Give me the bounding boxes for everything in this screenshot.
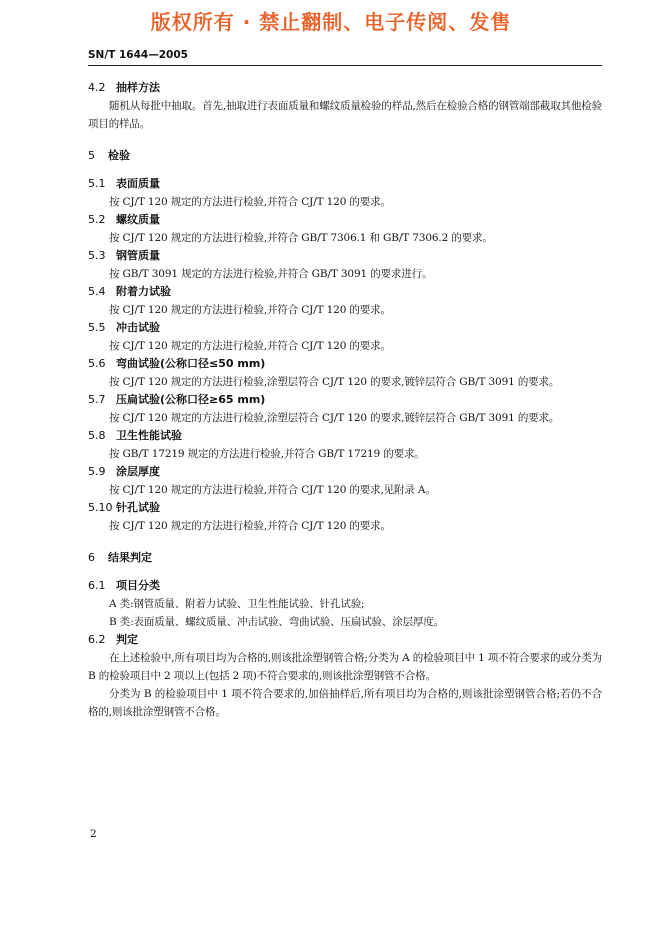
page-number: 2 (90, 828, 97, 840)
heading-number: 5.3 (88, 249, 106, 262)
heading-number: 5.10 (88, 501, 113, 514)
heading-5-10 (88, 499, 602, 517)
heading-5-3 (88, 247, 602, 265)
heading-5-6 (88, 355, 602, 373)
heading-title: 螺纹质量 (116, 213, 160, 226)
heading-5-8 (88, 427, 602, 445)
heading-6-2 (88, 631, 602, 649)
heading-5-2 (88, 211, 602, 229)
paragraph-6-2-2: 分类为 B 的检验项目中 1 项不符合要求的,加倍抽样后,所有项目均为合格的,则该批涂塑钢管合格;若仍不合格的,则该批涂塑钢管不合格。 (88, 688, 602, 718)
heading-title: 表面质量 (116, 177, 160, 190)
heading-5 (88, 147, 602, 165)
heading-title: 弯曲试验(公称口径≤50 mm) (116, 357, 266, 370)
paragraph-5-7: 按 CJ/T 120 规定的方法进行检验,涂塑层符合 CJ/T 120 的要求,镀锌层符合 GB/T 3091 的要求。 (109, 412, 560, 424)
paragraph-4-2: 随机从每批中抽取。首先,抽取进行表面质量和螺纹质量检验的样品,然后在检验合格的钢管端部截取其他检验项目的样品。 (88, 100, 602, 130)
heading-5-5 (88, 319, 602, 337)
heading-number: 5.5 (88, 321, 106, 334)
heading-title: 钢管质量 (116, 249, 160, 262)
heading-number: 5.7 (88, 393, 106, 406)
paragraph-5-3: 按 GB/T 3091 规定的方法进行检验,并符合 GB/T 3091 的要求进行。 (109, 268, 433, 280)
heading-number: 5 (88, 149, 95, 162)
header-rule (88, 65, 602, 66)
heading-4-2 (88, 79, 602, 97)
heading-title: 冲击试验 (116, 321, 160, 334)
heading-number: 5.4 (88, 285, 106, 298)
paragraph-5-10: 按 CJ/T 120 规定的方法进行检验,并符合 CJ/T 120 的要求。 (109, 520, 391, 532)
paragraph-5-5: 按 CJ/T 120 规定的方法进行检验,并符合 CJ/T 120 的要求。 (109, 340, 391, 352)
paragraph-5-6: 按 CJ/T 120 规定的方法进行检验,涂塑层符合 CJ/T 120 的要求,镀锌层符合 GB/T 3091 的要求。 (109, 376, 560, 388)
heading-title: 结果判定 (108, 551, 152, 564)
heading-5-9 (88, 463, 602, 481)
copyright-watermark: 版权所有 · 禁止翻制、电子传阅、发售 (150, 10, 512, 34)
heading-title: 附着力试验 (116, 285, 171, 298)
heading-title: 压扁试验(公称口径≥65 mm) (116, 393, 266, 406)
heading-number: 5.9 (88, 465, 106, 478)
heading-title: 抽样方法 (116, 81, 160, 94)
heading-number: 6 (88, 551, 95, 564)
heading-title: 针孔试验 (116, 501, 160, 514)
heading-number: 5.8 (88, 429, 106, 442)
paragraph-5-8: 按 GB/T 17219 规定的方法进行检验,并符合 GB/T 17219 的要求。 (109, 448, 425, 460)
heading-title: 涂层厚度 (116, 465, 160, 478)
heading-5-7 (88, 391, 602, 409)
heading-6-1 (88, 577, 602, 595)
heading-5-1 (88, 175, 602, 193)
heading-title: 卫生性能试验 (116, 429, 182, 442)
paragraph-5-9: 按 CJ/T 120 规定的方法进行检验,并符合 CJ/T 120 的要求,见附录 A。 (109, 484, 436, 496)
paragraph-6-2-1: 在上述检验中,所有项目均为合格的,则该批涂塑钢管合格;分类为 A 的检验项目中 1 项不符合要求的或分类为 B 的检验项目中 2 项以上(包括 2 项)不符合要求的,则该批涂塑钢管不合格。 (88, 652, 602, 682)
heading-5-4 (88, 283, 602, 301)
paragraph-5-1: 按 CJ/T 120 规定的方法进行检验,并符合 CJ/T 120 的要求。 (109, 196, 391, 208)
heading-number: 5.6 (88, 357, 106, 370)
heading-title: 项目分类 (116, 579, 160, 592)
document-body (88, 79, 602, 721)
heading-title: 判定 (116, 633, 138, 646)
heading-6 (88, 549, 602, 567)
paragraph-5-2: 按 CJ/T 120 规定的方法进行检验,并符合 GB/T 7306.1 和 GB/T 7306.2 的要求。 (109, 232, 493, 244)
heading-number: 6.1 (88, 579, 106, 592)
paragraph-5-4: 按 CJ/T 120 规定的方法进行检验,并符合 CJ/T 120 的要求。 (109, 304, 391, 316)
heading-number: 6.2 (88, 633, 106, 646)
heading-number: 5.1 (88, 177, 106, 190)
paragraph-6-1-b: B 类:表面质量、螺纹质量、冲击试验、弯曲试验、压扁试验、涂层厚度。 (109, 616, 444, 628)
heading-title: 检验 (108, 149, 130, 162)
paragraph-6-1-a: A 类:钢管质量、附着力试验、卫生性能试验、针孔试验; (109, 598, 365, 610)
standard-code: SN/T 1644—2005 (88, 49, 188, 61)
heading-number: 5.2 (88, 213, 106, 226)
heading-number: 4.2 (88, 81, 106, 94)
